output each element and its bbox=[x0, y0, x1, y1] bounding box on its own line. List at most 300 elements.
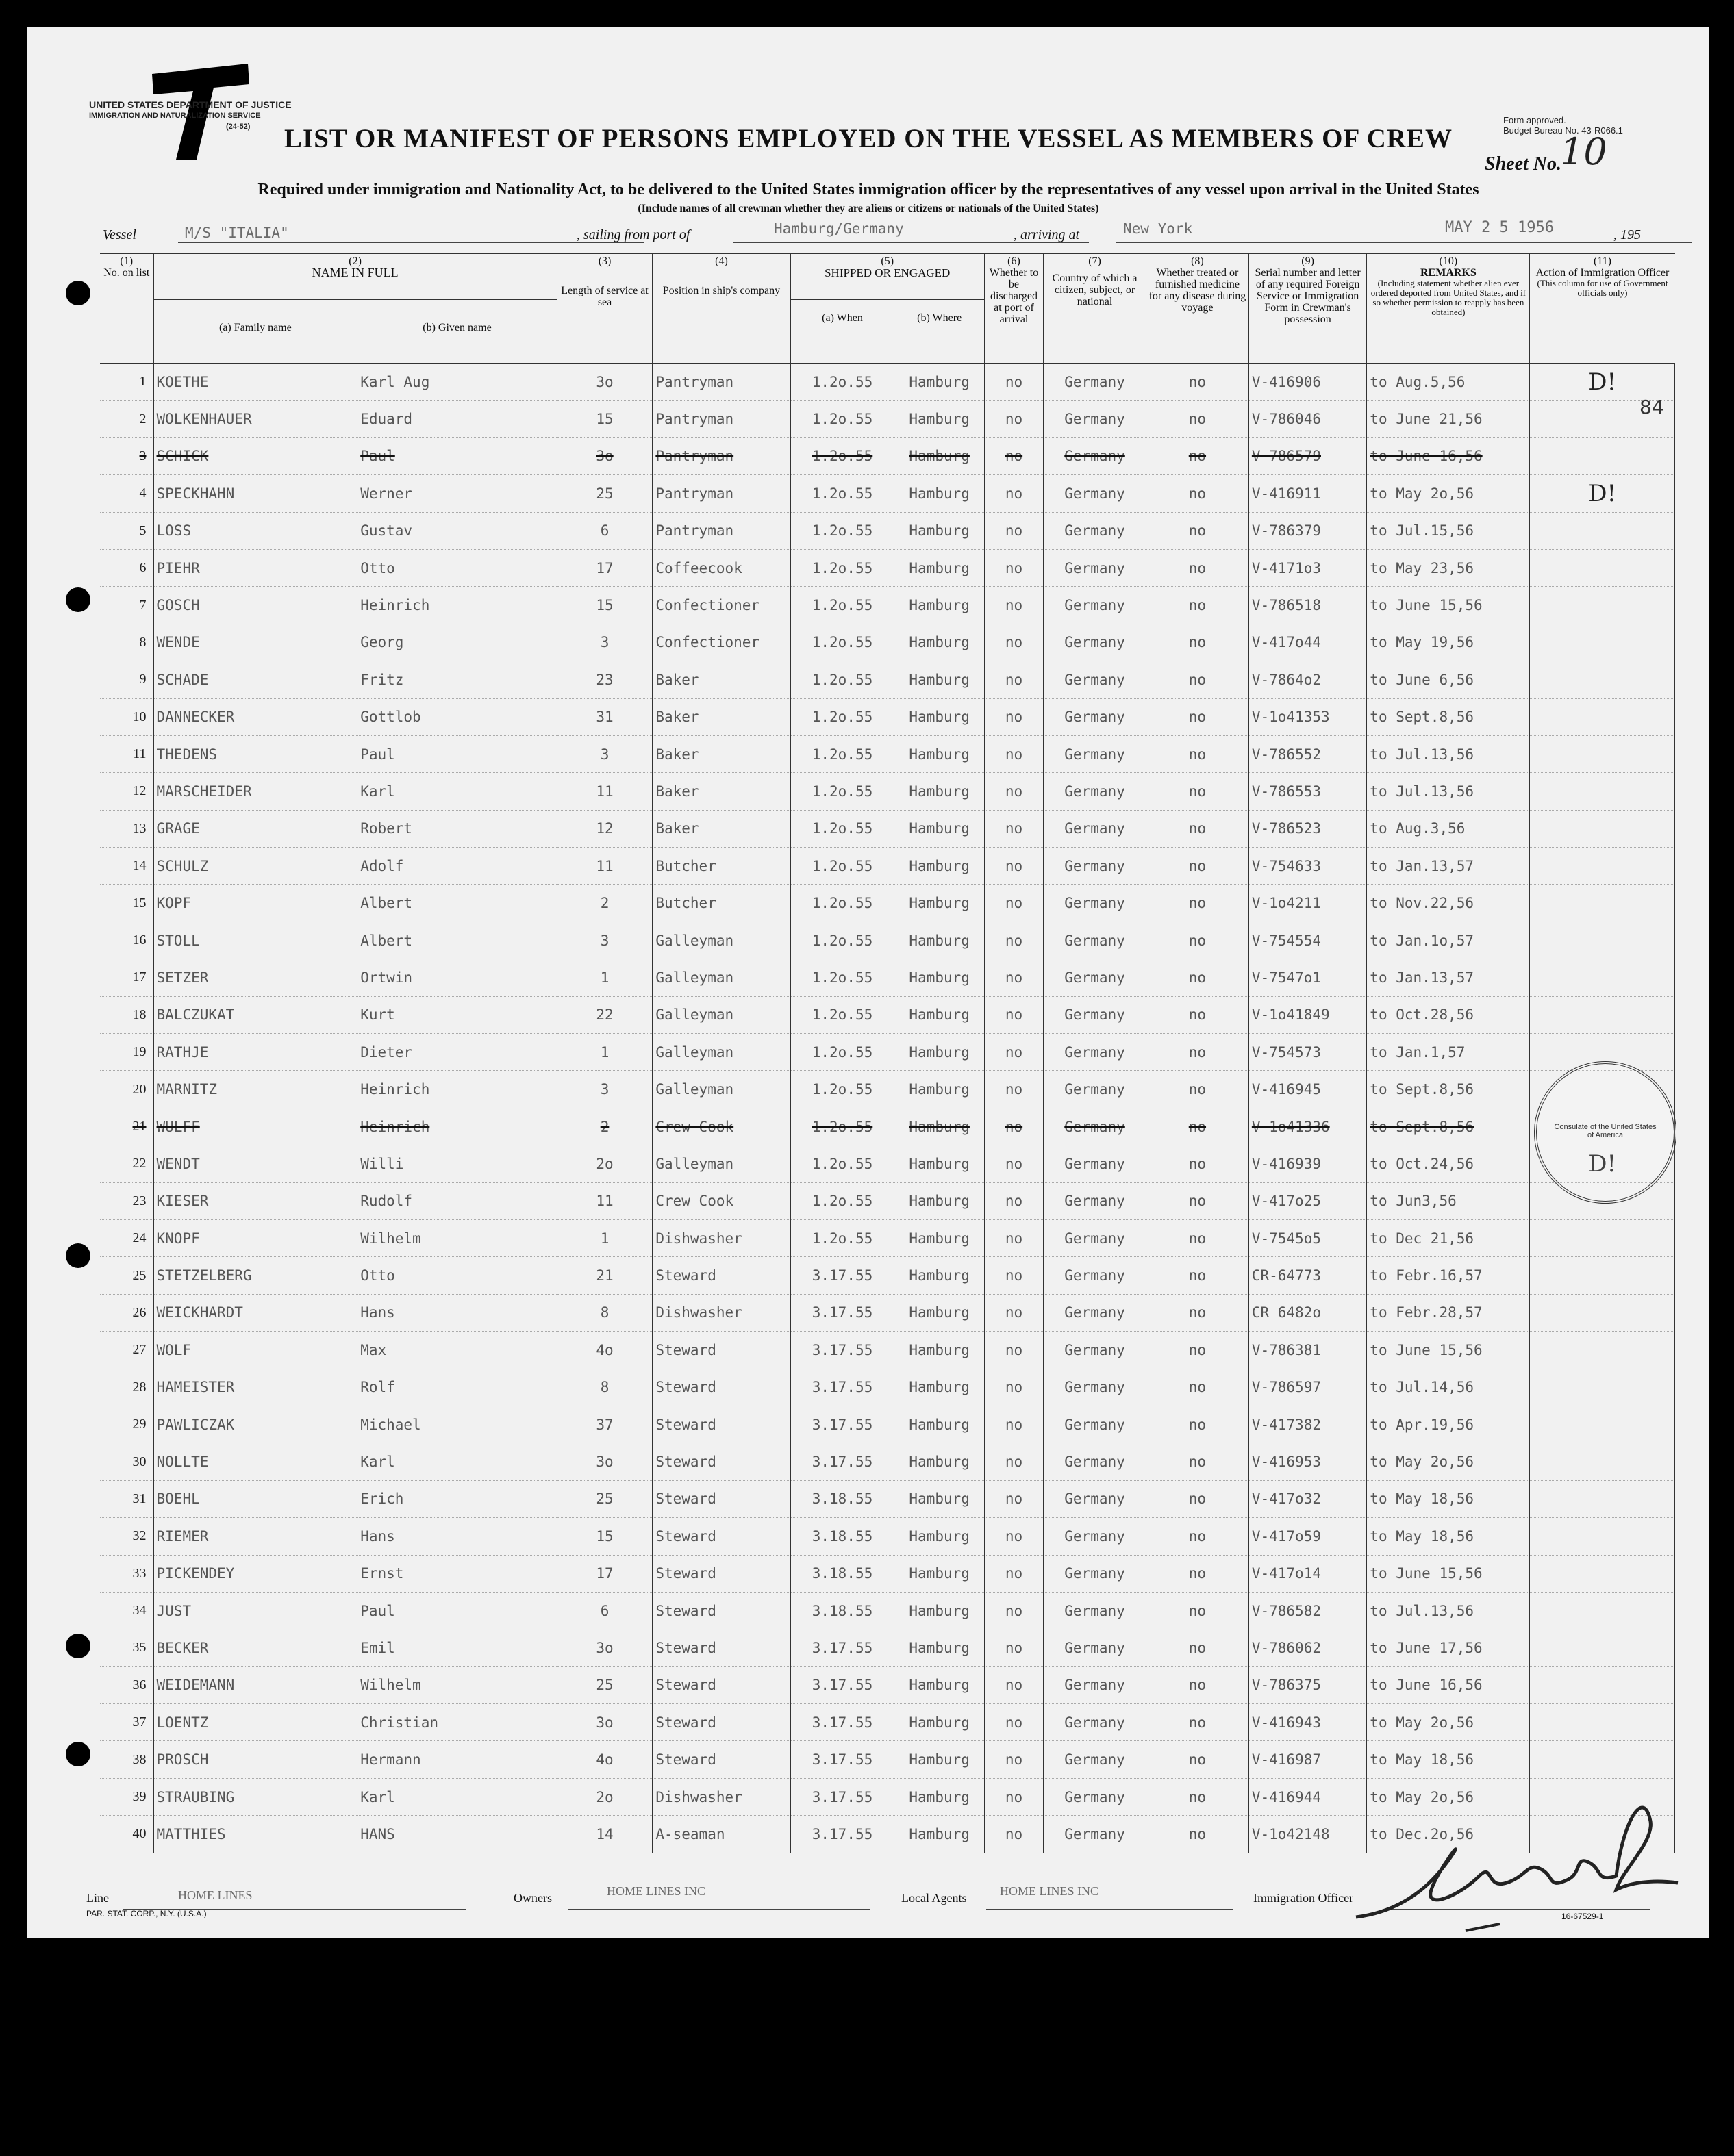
cell-shipped-when: 1.2o.55 bbox=[790, 364, 894, 401]
cell-given-name: Paul bbox=[357, 437, 557, 474]
cell-officer-action bbox=[1530, 848, 1675, 885]
line-value: HOME LINES bbox=[178, 1888, 253, 1902]
punch-hole bbox=[66, 1742, 90, 1766]
punch-hole bbox=[66, 1634, 90, 1658]
cell-discharge: no bbox=[984, 1816, 1043, 1853]
crew-table bbox=[100, 253, 1675, 1853]
cell-shipped-where: Hamburg bbox=[894, 1332, 984, 1369]
cell-serial-number: V-7545o5 bbox=[1248, 1219, 1366, 1256]
cell-officer-action bbox=[1530, 1741, 1675, 1778]
cell-family-name: HAMEISTER bbox=[153, 1369, 357, 1406]
cell-medicine: no bbox=[1146, 848, 1248, 885]
cell-country: Germany bbox=[1044, 885, 1146, 922]
cell-row-number: 33 bbox=[100, 1555, 153, 1592]
table-row bbox=[100, 773, 1675, 810]
cell-discharge: no bbox=[984, 1406, 1043, 1443]
cell-family-name: MATTHIES bbox=[153, 1816, 357, 1853]
cell-serial-number: V-416945 bbox=[1248, 1071, 1366, 1108]
cell-shipped-when: 3.18.55 bbox=[790, 1518, 894, 1555]
cell-serial-number: V-417o32 bbox=[1248, 1480, 1366, 1517]
cell-shipped-where: Hamburg bbox=[894, 810, 984, 847]
cell-serial-number: V-416911 bbox=[1248, 475, 1366, 512]
cell-remarks: to June 16,56 bbox=[1367, 1666, 1530, 1703]
page-subtitle: Required under immigration and Nationality Act, to be delivered to the United States immigration officer by the representatives of any vessel upon arrival in the United States bbox=[257, 181, 1479, 199]
cell-medicine: no bbox=[1146, 624, 1248, 661]
cell-shipped-when: 1.2o.55 bbox=[790, 773, 894, 810]
cell-position: Dishwasher bbox=[653, 1219, 790, 1256]
cell-medicine: no bbox=[1146, 735, 1248, 772]
cell-given-name: Heinrich bbox=[357, 587, 557, 624]
cell-officer-action bbox=[1530, 885, 1675, 922]
cell-medicine: no bbox=[1146, 1294, 1248, 1331]
cell-medicine: no bbox=[1146, 922, 1248, 959]
cell-country: Germany bbox=[1044, 698, 1146, 735]
cell-medicine: no bbox=[1146, 1369, 1248, 1406]
cell-position: Galleyman bbox=[653, 1071, 790, 1108]
cell-remarks: to May 2o,56 bbox=[1367, 1778, 1530, 1815]
owners-value: HOME LINES INC bbox=[607, 1884, 705, 1898]
cell-serial-number: V-416943 bbox=[1248, 1704, 1366, 1741]
cell-officer-action bbox=[1530, 1704, 1675, 1741]
table-row bbox=[100, 810, 1675, 847]
cell-shipped-where: Hamburg bbox=[894, 364, 984, 401]
cell-family-name: WOLF bbox=[153, 1332, 357, 1369]
sailing-value: Hamburg/Germany bbox=[774, 220, 904, 237]
cell-discharge: no bbox=[984, 1555, 1043, 1592]
cell-shipped-when: 3.17.55 bbox=[790, 1294, 894, 1331]
cell-service-length: 15 bbox=[557, 1518, 653, 1555]
form-approved-line-1: Form approved. bbox=[1503, 115, 1566, 125]
table-row bbox=[100, 587, 1675, 624]
cell-officer-action bbox=[1530, 773, 1675, 810]
agency-line-1: UNITED STATES DEPARTMENT OF JUSTICE bbox=[89, 99, 292, 110]
cell-shipped-where: Hamburg bbox=[894, 1443, 984, 1480]
cell-row-number: 22 bbox=[100, 1145, 153, 1182]
cell-row-number: 10 bbox=[100, 698, 153, 735]
cell-discharge: no bbox=[984, 549, 1043, 586]
cell-row-number: 2 bbox=[100, 401, 153, 437]
cell-family-name: WOLKENHAUER bbox=[153, 401, 357, 437]
cell-shipped-when: 1.2o.55 bbox=[790, 1071, 894, 1108]
cell-discharge: no bbox=[984, 922, 1043, 959]
cell-officer-action bbox=[1530, 1294, 1675, 1331]
cell-row-number: 11 bbox=[100, 735, 153, 772]
cell-remarks: to May 19,56 bbox=[1367, 624, 1530, 661]
cell-given-name: Otto bbox=[357, 549, 557, 586]
cell-medicine: no bbox=[1146, 1108, 1248, 1145]
cell-shipped-where: Hamburg bbox=[894, 773, 984, 810]
cell-officer-action bbox=[1530, 922, 1675, 959]
col-5-label: SHIPPED OR ENGAGED bbox=[825, 266, 951, 279]
cell-country: Germany bbox=[1044, 512, 1146, 549]
cell-serial-number: V-417o59 bbox=[1248, 1518, 1366, 1555]
vessel-value: M/S "ITALIA" bbox=[185, 225, 289, 241]
cell-family-name: KIESER bbox=[153, 1182, 357, 1219]
cell-discharge: no bbox=[984, 1666, 1043, 1703]
cell-family-name: SCHULZ bbox=[153, 848, 357, 885]
cell-medicine: no bbox=[1146, 1145, 1248, 1182]
cell-country: Germany bbox=[1044, 1518, 1146, 1555]
agents-label: Local Agents bbox=[901, 1891, 967, 1905]
cell-serial-number: V-417o25 bbox=[1248, 1182, 1366, 1219]
cell-service-length: 1 bbox=[557, 1034, 653, 1071]
cell-shipped-where: Hamburg bbox=[894, 475, 984, 512]
cell-family-name: WULFF bbox=[153, 1108, 357, 1145]
table-row bbox=[100, 401, 1675, 437]
cell-family-name: SETZER bbox=[153, 959, 357, 996]
cell-service-length: 4o bbox=[557, 1332, 653, 1369]
col-11-note: (This column for use of Government officials only) bbox=[1537, 278, 1668, 298]
cell-country: Germany bbox=[1044, 1480, 1146, 1517]
cell-country: Germany bbox=[1044, 1145, 1146, 1182]
cell-given-name: Dieter bbox=[357, 1034, 557, 1071]
col-5b-label: (b) Where bbox=[917, 312, 962, 324]
cell-country: Germany bbox=[1044, 735, 1146, 772]
cell-shipped-where: Hamburg bbox=[894, 1071, 984, 1108]
cell-row-number: 9 bbox=[100, 661, 153, 698]
cell-remarks: to Dec 21,56 bbox=[1367, 1219, 1530, 1256]
cell-remarks: to Jan.13,57 bbox=[1367, 848, 1530, 885]
cell-shipped-when: 1.2o.55 bbox=[790, 475, 894, 512]
cell-discharge: no bbox=[984, 512, 1043, 549]
cell-officer-action: D! bbox=[1530, 364, 1675, 401]
cell-position: Steward bbox=[653, 1741, 790, 1778]
cell-position: Coffeecook bbox=[653, 549, 790, 586]
cell-given-name: Werner bbox=[357, 475, 557, 512]
cell-serial-number: V-1o4211 bbox=[1248, 885, 1366, 922]
cell-given-name: Karl bbox=[357, 1778, 557, 1815]
cell-shipped-where: Hamburg bbox=[894, 512, 984, 549]
cell-officer-action bbox=[1530, 1592, 1675, 1629]
cell-position: Steward bbox=[653, 1629, 790, 1666]
cell-officer-action bbox=[1530, 624, 1675, 661]
cell-remarks: to Oct.24,56 bbox=[1367, 1145, 1530, 1182]
cell-family-name: THEDENS bbox=[153, 735, 357, 772]
col-5a-label: (a) When bbox=[822, 312, 863, 324]
cell-position: Steward bbox=[653, 1592, 790, 1629]
cell-serial-number: V-1o42148 bbox=[1248, 1816, 1366, 1853]
cell-family-name: STOLL bbox=[153, 922, 357, 959]
table-row bbox=[100, 1518, 1675, 1555]
cell-officer-action bbox=[1530, 1480, 1675, 1517]
cell-shipped-when: 1.2o.55 bbox=[790, 735, 894, 772]
table-row bbox=[100, 1108, 1675, 1145]
cell-serial-number: V-786552 bbox=[1248, 735, 1366, 772]
cell-shipped-when: 1.2o.55 bbox=[790, 698, 894, 735]
cell-given-name: Emil bbox=[357, 1629, 557, 1666]
cell-given-name: Karl bbox=[357, 1443, 557, 1480]
cell-remarks: to Aug.5,56 bbox=[1367, 364, 1530, 401]
page-title: LIST OR MANIFEST OF PERSONS EMPLOYED ON THE VESSEL AS MEMBERS OF CREW bbox=[284, 124, 1453, 153]
cell-serial-number: CR 6482o bbox=[1248, 1294, 1366, 1331]
table-row bbox=[100, 1219, 1675, 1256]
cell-shipped-where: Hamburg bbox=[894, 1480, 984, 1517]
cell-family-name: BOEHL bbox=[153, 1480, 357, 1517]
table-row bbox=[100, 661, 1675, 698]
cell-given-name: Heinrich bbox=[357, 1071, 557, 1108]
cell-shipped-where: Hamburg bbox=[894, 1555, 984, 1592]
cell-family-name: SCHADE bbox=[153, 661, 357, 698]
cell-service-length: 8 bbox=[557, 1369, 653, 1406]
cell-officer-action bbox=[1530, 1219, 1675, 1256]
cell-country: Germany bbox=[1044, 1741, 1146, 1778]
col-7-num: (7) bbox=[1088, 255, 1101, 267]
cell-position: Pantryman bbox=[653, 512, 790, 549]
cell-serial-number: V-786579 bbox=[1248, 437, 1366, 474]
cell-given-name: Hermann bbox=[357, 1741, 557, 1778]
cell-given-name: Rudolf bbox=[357, 1182, 557, 1219]
cell-serial-number: V-417o14 bbox=[1248, 1555, 1366, 1592]
cell-remarks: to May 18,56 bbox=[1367, 1518, 1530, 1555]
cell-position: Steward bbox=[653, 1406, 790, 1443]
col-1-label: No. on list bbox=[103, 267, 150, 279]
cell-row-number: 6 bbox=[100, 549, 153, 586]
cell-medicine: no bbox=[1146, 401, 1248, 437]
cell-family-name: LOENTZ bbox=[153, 1704, 357, 1741]
cell-row-number: 5 bbox=[100, 512, 153, 549]
cell-family-name: JUST bbox=[153, 1592, 357, 1629]
table-row bbox=[100, 1480, 1675, 1517]
cell-row-number: 24 bbox=[100, 1219, 153, 1256]
table-row bbox=[100, 512, 1675, 549]
vessel-label: Vessel bbox=[103, 227, 136, 242]
cell-country: Germany bbox=[1044, 364, 1146, 401]
cell-given-name: Fritz bbox=[357, 661, 557, 698]
cell-family-name: DANNECKER bbox=[153, 698, 357, 735]
cell-serial-number: V-786046 bbox=[1248, 401, 1366, 437]
cell-country: Germany bbox=[1044, 773, 1146, 810]
cell-shipped-when: 1.2o.55 bbox=[790, 1145, 894, 1182]
cell-medicine: no bbox=[1146, 1629, 1248, 1666]
agency-line-2: IMMIGRATION AND NATURALIZATION SERVICE bbox=[89, 112, 261, 120]
table-row bbox=[100, 922, 1675, 959]
cell-serial-number: V-4171o3 bbox=[1248, 549, 1366, 586]
cell-row-number: 36 bbox=[100, 1666, 153, 1703]
cell-country: Germany bbox=[1044, 624, 1146, 661]
cell-position: Steward bbox=[653, 1704, 790, 1741]
cell-remarks: to June 15,56 bbox=[1367, 1332, 1530, 1369]
cell-medicine: no bbox=[1146, 1741, 1248, 1778]
cell-service-length: 3o bbox=[557, 1443, 653, 1480]
cell-remarks: to Jul.13,56 bbox=[1367, 773, 1530, 810]
cell-given-name: Michael bbox=[357, 1406, 557, 1443]
cell-service-length: 2o bbox=[557, 1778, 653, 1815]
punch-hole bbox=[66, 587, 90, 612]
table-row bbox=[100, 1034, 1675, 1071]
cell-position: Pantryman bbox=[653, 475, 790, 512]
arrival-date-value: MAY 2 5 1956 bbox=[1445, 219, 1554, 236]
cell-country: Germany bbox=[1044, 1108, 1146, 1145]
cell-position: Steward bbox=[653, 1257, 790, 1294]
cell-medicine: no bbox=[1146, 364, 1248, 401]
cell-service-length: 3 bbox=[557, 624, 653, 661]
cell-serial-number: V-1o41353 bbox=[1248, 698, 1366, 735]
cell-discharge: no bbox=[984, 475, 1043, 512]
cell-country: Germany bbox=[1044, 549, 1146, 586]
cell-position: Butcher bbox=[653, 848, 790, 885]
cell-serial-number: CR-64773 bbox=[1248, 1257, 1366, 1294]
cell-serial-number: V-786381 bbox=[1248, 1332, 1366, 1369]
cell-medicine: no bbox=[1146, 1332, 1248, 1369]
cell-shipped-when: 3.17.55 bbox=[790, 1443, 894, 1480]
cell-row-number: 1 bbox=[100, 364, 153, 401]
col-6-num: (6) bbox=[1007, 255, 1020, 267]
cell-shipped-when: 1.2o.55 bbox=[790, 1108, 894, 1145]
cell-row-number: 13 bbox=[100, 810, 153, 847]
cell-shipped-where: Hamburg bbox=[894, 1406, 984, 1443]
cell-shipped-where: Hamburg bbox=[894, 1629, 984, 1666]
form-approved-line-2: Budget Bureau No. 43-R066.1 bbox=[1503, 125, 1623, 136]
cell-serial-number: V-786379 bbox=[1248, 512, 1366, 549]
cell-row-number: 32 bbox=[100, 1518, 153, 1555]
table-row bbox=[100, 1257, 1675, 1294]
cell-serial-number: V-416944 bbox=[1248, 1778, 1366, 1815]
cell-country: Germany bbox=[1044, 1778, 1146, 1815]
cell-row-number: 34 bbox=[100, 1592, 153, 1629]
col-4-label: Position in ship's company bbox=[662, 285, 781, 296]
cell-medicine: no bbox=[1146, 698, 1248, 735]
arriving-label: , arriving at bbox=[1014, 227, 1080, 242]
table-row bbox=[100, 1443, 1675, 1480]
cell-shipped-when: 1.2o.55 bbox=[790, 401, 894, 437]
cell-officer-action bbox=[1530, 959, 1675, 996]
cell-position: Steward bbox=[653, 1555, 790, 1592]
cell-service-length: 4o bbox=[557, 1741, 653, 1778]
cell-country: Germany bbox=[1044, 1816, 1146, 1853]
cell-discharge: no bbox=[984, 698, 1043, 735]
cell-family-name: PAWLICZAK bbox=[153, 1406, 357, 1443]
cell-row-number: 8 bbox=[100, 624, 153, 661]
cell-service-length: 15 bbox=[557, 587, 653, 624]
cell-shipped-when: 1.2o.55 bbox=[790, 810, 894, 847]
cell-country: Germany bbox=[1044, 1369, 1146, 1406]
cell-shipped-where: Hamburg bbox=[894, 587, 984, 624]
cell-discharge: no bbox=[984, 1704, 1043, 1741]
col-3-num: (3) bbox=[598, 255, 612, 267]
cell-family-name: STETZELBERG bbox=[153, 1257, 357, 1294]
cell-medicine: no bbox=[1146, 959, 1248, 996]
cell-serial-number: V-1o41849 bbox=[1248, 996, 1366, 1033]
cell-service-length: 25 bbox=[557, 475, 653, 512]
cell-shipped-where: Hamburg bbox=[894, 1592, 984, 1629]
cell-serial-number: V-786553 bbox=[1248, 773, 1366, 810]
cell-row-number: 14 bbox=[100, 848, 153, 885]
table-row bbox=[100, 996, 1675, 1033]
cell-position: Confectioner bbox=[653, 624, 790, 661]
cell-shipped-when: 1.2o.55 bbox=[790, 661, 894, 698]
cell-medicine: no bbox=[1146, 437, 1248, 474]
cell-position: Baker bbox=[653, 735, 790, 772]
cell-shipped-where: Hamburg bbox=[894, 848, 984, 885]
cell-row-number: 31 bbox=[100, 1480, 153, 1517]
table-row bbox=[100, 1071, 1675, 1108]
cell-country: Germany bbox=[1044, 475, 1146, 512]
cell-remarks: to May 2o,56 bbox=[1367, 475, 1530, 512]
cell-shipped-where: Hamburg bbox=[894, 1219, 984, 1256]
col-2b-label: (b) Given name bbox=[423, 322, 492, 333]
cell-serial-number: V-416987 bbox=[1248, 1741, 1366, 1778]
cell-service-length: 8 bbox=[557, 1294, 653, 1331]
cell-row-number: 21 bbox=[100, 1108, 153, 1145]
cell-shipped-where: Hamburg bbox=[894, 1518, 984, 1555]
cell-medicine: no bbox=[1146, 475, 1248, 512]
table-row bbox=[100, 848, 1675, 885]
cell-shipped-where: Hamburg bbox=[894, 959, 984, 996]
cell-service-length: 2o bbox=[557, 1145, 653, 1182]
cell-shipped-where: Hamburg bbox=[894, 437, 984, 474]
cell-country: Germany bbox=[1044, 587, 1146, 624]
cell-shipped-when: 1.2o.55 bbox=[790, 959, 894, 996]
sailing-label: , sailing from port of bbox=[577, 227, 690, 242]
cell-serial-number: V-786062 bbox=[1248, 1629, 1366, 1666]
cell-position: Galleyman bbox=[653, 1145, 790, 1182]
cell-country: Germany bbox=[1044, 848, 1146, 885]
table-row bbox=[100, 624, 1675, 661]
cell-shipped-when: 1.2o.55 bbox=[790, 885, 894, 922]
cell-remarks: to June 17,56 bbox=[1367, 1629, 1530, 1666]
cell-service-length: 11 bbox=[557, 1182, 653, 1219]
cell-given-name: Rolf bbox=[357, 1369, 557, 1406]
cell-officer-action bbox=[1530, 1369, 1675, 1406]
cell-country: Germany bbox=[1044, 1294, 1146, 1331]
cell-shipped-when: 3.17.55 bbox=[790, 1741, 894, 1778]
cell-remarks: to May 2o,56 bbox=[1367, 1443, 1530, 1480]
cell-row-number: 26 bbox=[100, 1294, 153, 1331]
cell-given-name: Robert bbox=[357, 810, 557, 847]
cell-serial-number: V-416939 bbox=[1248, 1145, 1366, 1182]
cell-officer-action bbox=[1530, 512, 1675, 549]
cell-remarks: to Aug.3,56 bbox=[1367, 810, 1530, 847]
cell-discharge: no bbox=[984, 1182, 1043, 1219]
cell-officer-action bbox=[1530, 661, 1675, 698]
cell-row-number: 12 bbox=[100, 773, 153, 810]
cell-family-name: STRAUBING bbox=[153, 1778, 357, 1815]
cell-given-name: Ernst bbox=[357, 1555, 557, 1592]
cell-shipped-when: 1.2o.55 bbox=[790, 1219, 894, 1256]
col-4-num: (4) bbox=[715, 255, 728, 267]
agents-value: HOME LINES INC bbox=[1000, 1884, 1098, 1898]
cell-medicine: no bbox=[1146, 1518, 1248, 1555]
cell-officer-action bbox=[1530, 587, 1675, 624]
col-9-num: (9) bbox=[1301, 255, 1314, 267]
cell-remarks: to Sept.8,56 bbox=[1367, 1108, 1530, 1145]
cell-remarks: to Nov.22,56 bbox=[1367, 885, 1530, 922]
margin-note: 84 bbox=[1639, 396, 1664, 418]
cell-service-length: 21 bbox=[557, 1257, 653, 1294]
table-row bbox=[100, 549, 1675, 586]
cell-given-name: Kurt bbox=[357, 996, 557, 1033]
cell-discharge: no bbox=[984, 1592, 1043, 1629]
table-row bbox=[100, 1592, 1675, 1629]
cell-row-number: 7 bbox=[100, 587, 153, 624]
cell-family-name: BALCZUKAT bbox=[153, 996, 357, 1033]
cell-medicine: no bbox=[1146, 1480, 1248, 1517]
cell-position: Steward bbox=[653, 1332, 790, 1369]
cell-discharge: no bbox=[984, 735, 1043, 772]
cell-shipped-when: 3.17.55 bbox=[790, 1629, 894, 1666]
cell-family-name: PROSCH bbox=[153, 1741, 357, 1778]
cell-officer-action bbox=[1530, 1518, 1675, 1555]
cell-row-number: 35 bbox=[100, 1629, 153, 1666]
sheet-number-label: Sheet No. bbox=[1485, 153, 1561, 175]
cell-shipped-where: Hamburg bbox=[894, 549, 984, 586]
cell-shipped-where: Hamburg bbox=[894, 1108, 984, 1145]
officer-signature bbox=[1329, 1794, 1685, 1944]
cell-country: Germany bbox=[1044, 1332, 1146, 1369]
agency-line-3: (24-52) bbox=[226, 123, 251, 131]
col-2-num: (2) bbox=[349, 255, 362, 267]
cell-officer-action bbox=[1530, 1666, 1675, 1703]
